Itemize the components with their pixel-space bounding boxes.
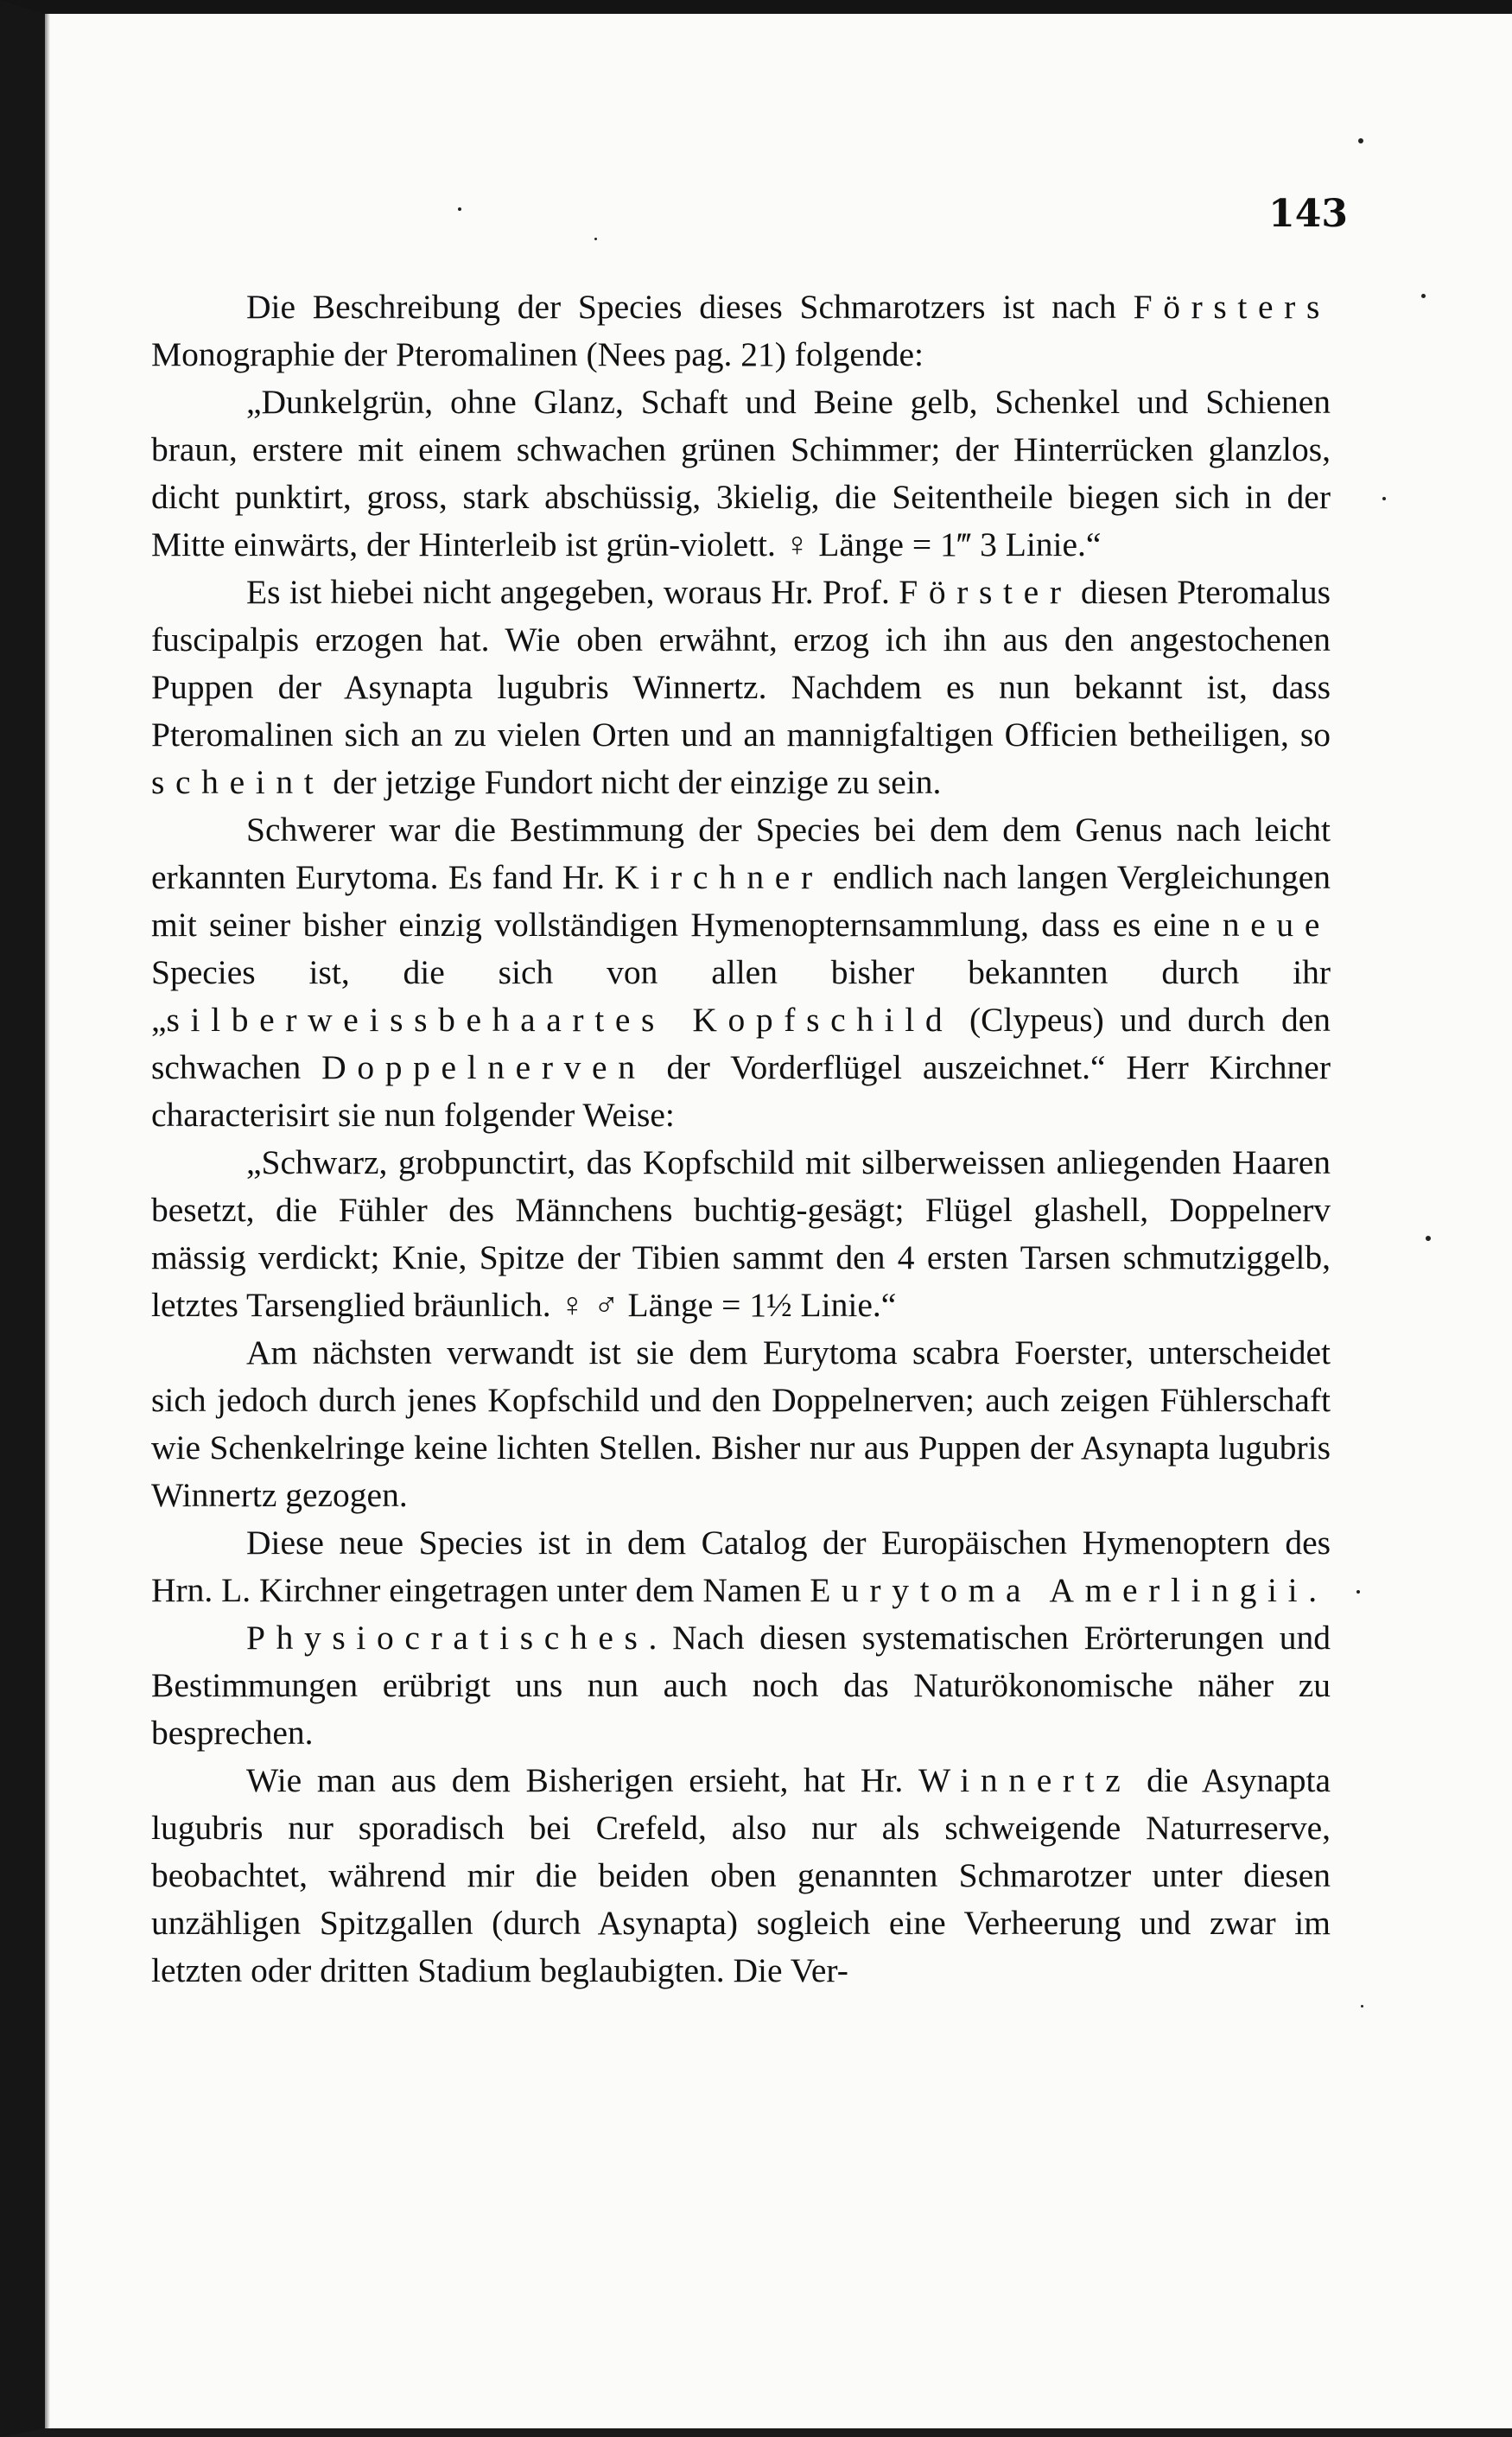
text-run: Die Beschreibung der Species dieses Schmarotzers ist nach: [246, 288, 1134, 326]
scan-speck: [1426, 1236, 1431, 1241]
scan-speck: [1382, 497, 1386, 500]
spaced-emphasis: neue: [1222, 906, 1331, 944]
spaced-emphasis: Kirchner: [614, 858, 823, 896]
paragraph: [151, 1519, 1331, 1614]
text-run: „Dunkelgrün, ohne Glanz, Schaft und Beine gelb, Schenkel und Schienen braun, erstere mit einem schwachen grünen Schimmer; der Hinterrücken glanzlos, dicht punktirt, gross, stark abschüssig, 3kielig, die Seitentheile biegen sich in der Mitte einwärts, der Hinterleib ist grün-violett. ♀ Länge = 1‴ 3 Linie.“: [151, 383, 1331, 563]
spaced-emphasis: Försters: [1133, 288, 1331, 326]
text-run: Wie man aus dem Bisherigen ersieht, hat Hr.: [246, 1761, 918, 1799]
text-run: der Vorderflügel auszeichnet.“ Herr Kirchner characterisirt sie nun folgender Weise:: [151, 1048, 1331, 1134]
paragraph: [151, 379, 1331, 569]
text-run: „Schwarz, grobpunctirt, das Kopfschild mit silberweissen anliegenden Haaren besetzt, die Fühler des Männchens buchtig-gesägt; Flügel glashell, Doppelnerv mässig verdickt; Knie, Spitze der Tibien sammt den 4 ersten Tarsen schmutziggelb, letztes Tarsenglied bräunlich. ♀ ♂ Länge = 1½ Linie.“: [151, 1143, 1331, 1324]
text-run: Diese neue Species ist in dem Catalog der Europäischen Hymenoptern des Hrn. L. Kirchner eingetragen unter dem Namen: [151, 1524, 1331, 1609]
paragraph: [151, 1139, 1331, 1329]
scan-speck: [594, 238, 597, 240]
text-run: .: [1308, 1571, 1318, 1609]
paragraph: [151, 1757, 1331, 1995]
text-run: . Nach diesen systematischen Erörterungen und Bestimmungen erübrigt uns nun auch noch das Naturökonomische näher zu besprechen.: [151, 1619, 1331, 1752]
spaced-emphasis: Doppelnerven: [321, 1048, 646, 1086]
text-run: Species ist, die sich von allen bisher bekannten durch ihr „: [151, 953, 1331, 1039]
binding-edge: [45, 14, 50, 2428]
text-run: die Asynapta lugubris nur sporadisch bei Crefeld, also nur als schweigende Naturreserve, beobachtet, während mir die beiden oben genannten Schmarotzer unter diesen unzähligen Spitzgallen (durch Asynapta) sogleich eine Verheerung und zwar im letzten oder dritten Stadium beglaubigten. Die Ver-: [151, 1761, 1331, 1989]
scan-speck: [458, 207, 461, 211]
text-run: Am nächsten verwandt ist sie dem Eurytoma scabra Foerster, unterscheidet sich jedoch durch jenes Kopfschild und den Doppelnerven; auch zeigen Fühlerschaft wie Schenkelringe keine lichten Stellen. Bisher nur aus Puppen der Asynapta lugubris Winnertz gezogen.: [151, 1333, 1331, 1514]
scan-speck: [1358, 138, 1363, 143]
text-run: der jetzige Fundort nicht der einzige zu sein.: [324, 763, 942, 801]
paragraph: [151, 1614, 1331, 1757]
text-run: Es ist hiebei nicht angegeben, woraus Hr. Prof.: [246, 573, 899, 611]
spaced-emphasis: silberweissbehaartes Kopfschild: [166, 1001, 954, 1039]
spaced-emphasis: Förster: [899, 573, 1072, 611]
paragraph: [151, 283, 1331, 379]
paragraph: [151, 1329, 1331, 1519]
body-text: [151, 283, 1331, 1995]
spaced-emphasis: Physiocratisches: [246, 1619, 649, 1657]
paragraph: [151, 569, 1331, 806]
text-run: diesen Pteromalus fuscipalpis erzogen hat. Wie oben erwähnt, erzog ich ihn aus den angestochenen Puppen der Asynapta lugubris Winnertz. Nachdem es nun bekannt ist, dass Pteromalinen sich an zu vielen Orten und an mannigfaltigen Officien betheiligen, so: [151, 573, 1331, 754]
scan-speck: [1356, 1590, 1360, 1594]
text-run: (Clypeus) und durch den schwachen: [151, 1001, 1331, 1086]
text-run: endlich nach langen Vergleichungen mit seiner bisher einzig vollständigen Hymenopternsammlung, dass es eine: [151, 858, 1331, 944]
scan-speck: [1361, 2005, 1363, 2008]
page-number: 143: [1268, 192, 1348, 236]
text-run: Schwerer war die Bestimmung der Species bei dem dem Genus nach leicht erkannten Eurytoma. Es fand Hr.: [151, 811, 1331, 896]
spaced-emphasis: Winnertz: [918, 1761, 1132, 1799]
scan-speck: [1421, 294, 1426, 298]
text-run: Monographie der Pteromalinen (Nees pag. 21) folgende:: [151, 335, 924, 373]
spaced-emphasis: Eurytoma Amerlingii: [810, 1571, 1309, 1609]
spaced-emphasis: scheint: [151, 763, 325, 801]
paragraph: [151, 806, 1331, 1139]
